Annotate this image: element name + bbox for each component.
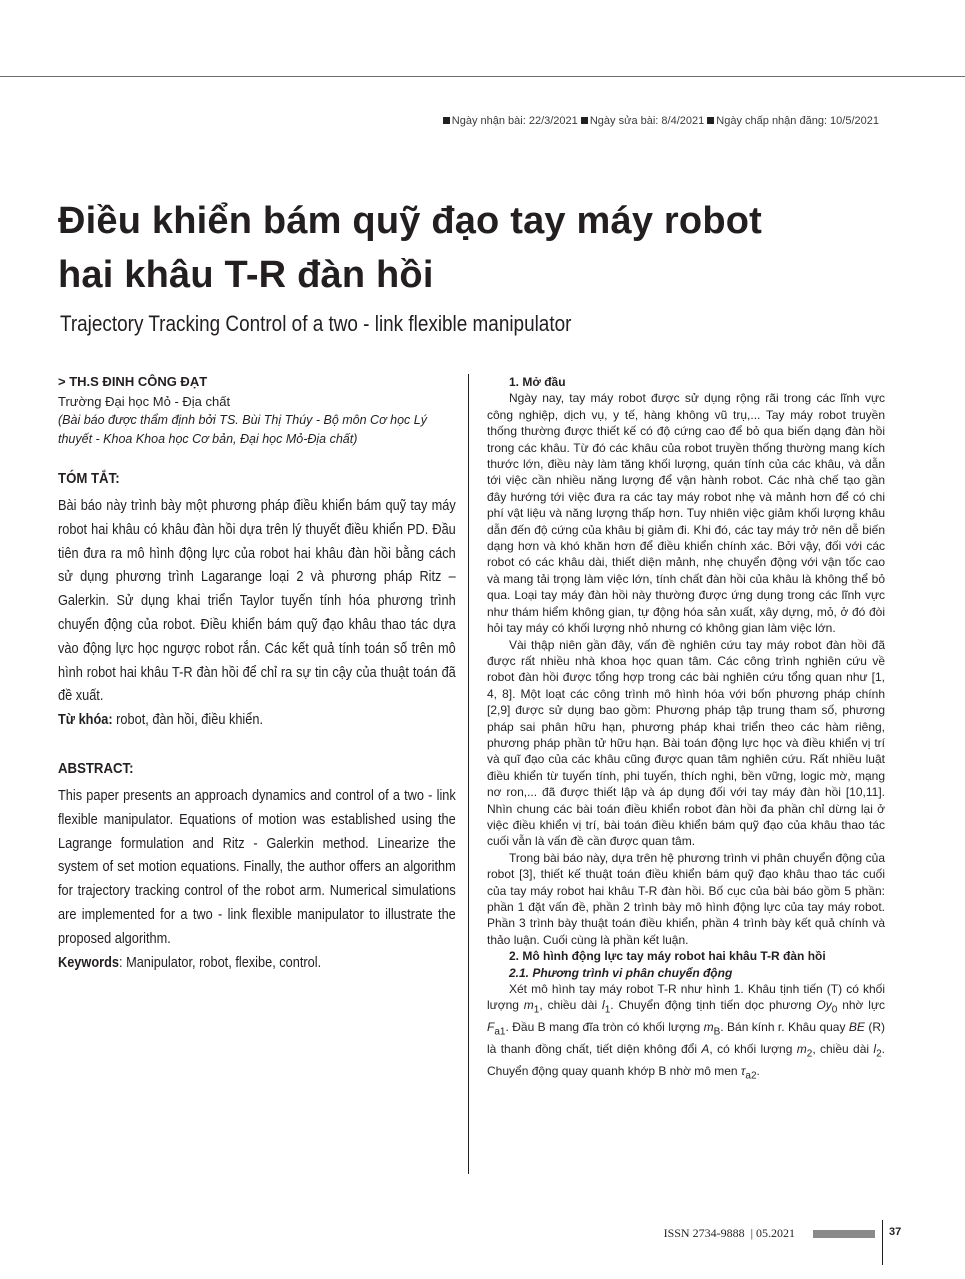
summary-heading: TÓM TẮT: bbox=[58, 470, 120, 487]
math-m2: m bbox=[796, 1042, 807, 1057]
math-a: A bbox=[701, 1042, 710, 1057]
math-m1-sub: 1 bbox=[533, 1004, 540, 1016]
p4-text: . Chuyển động quay quanh khớp B nhờ mô men bbox=[487, 1042, 885, 1078]
keywords-vi-label: Từ khóa: bbox=[58, 712, 113, 729]
section-1-heading: 1. Mở đầu bbox=[509, 375, 566, 389]
submission-dates bbox=[443, 115, 879, 127]
author-affiliation: Trường Đại học Mỏ - Địa chất bbox=[58, 394, 231, 409]
review-note: (Bài báo được thẩm định bởi TS. Bùi Thị Thúy - Bộ môn Cơ học Lý thuyết - Khoa Khoa học Cơ bản, Đại học Mỏ-Địa chất) bbox=[58, 413, 427, 446]
footer-divider bbox=[882, 1220, 883, 1265]
title-line-2: hai khâu T-R đàn hồi bbox=[58, 254, 434, 296]
author-name: > TH.S ĐINH CÔNG ĐẠT bbox=[58, 374, 208, 389]
p4-text: . Bán kính r. Khâu quay bbox=[720, 1020, 849, 1035]
abstract-text: This paper presents an approach dynamics and control of a two - link flexible manipulator. Equations of motion was established using the Lagrange formulation and Ritz - Galerkin method. Linearize the system of set motion equations. Finally, the author offers an algorithm for trajectory tracking control of the robot arm. Numerical simulations are implemented for a two - link flexible manipulator to illustrate the proposed algorithm. bbox=[58, 787, 456, 947]
bullet-square-icon bbox=[581, 117, 588, 124]
math-m2-sub: 2 bbox=[806, 1048, 813, 1060]
keywords-en bbox=[58, 952, 456, 976]
article-subtitle: Trajectory Tracking Control of a two - link flexible manipulator bbox=[60, 311, 572, 336]
right-column bbox=[487, 374, 885, 1085]
math-fa-sub: a1 bbox=[494, 1026, 506, 1038]
math-mb-sub: B bbox=[713, 1026, 721, 1038]
p4-text: Xét mô hình tay máy robot T-R như hình 1. Khâu tịnh tiến (T) có khối lượng bbox=[487, 982, 885, 1013]
abstract-heading: ABSTRACT: bbox=[58, 759, 134, 777]
page-footer bbox=[0, 1226, 965, 1246]
date-revised: Ngày sửa bài: 8/4/2021 bbox=[589, 115, 705, 127]
summary-text: Bài báo này trình bày một phương pháp điều khiển bám quỹ tay máy robot hai khâu có khâu đàn hồi dựa trên lý thuyết điều khiển PD. Đầu tiên đưa ra mô hình động lực của robot hai khâu đàn hồi bằng cách sử dụng phương trình Lagarange loại 2 và phương pháp Ritz – Galerkin. Sử dụng khai triển Taylor tuyến tính hóa phương trình chuyển động của robot. Điều khiển bám quỹ đạo khâu thao tác dựa vào động lực học ngược robot rắn. Các kết quả tính toán số trên mô hình robot hai khâu T-R đàn hồi để chỉ ra sự tin cậy của thuật toán đã đề xuất. bbox=[58, 498, 456, 705]
paragraph-4 bbox=[487, 981, 885, 1085]
p4-text: , chiều dài bbox=[539, 998, 603, 1013]
bullet-square-icon bbox=[707, 117, 714, 124]
p4-text: (R) là thanh đồng chất, tiết diện không đổi bbox=[487, 1020, 886, 1057]
math-mb: m bbox=[703, 1020, 714, 1035]
article-title bbox=[58, 194, 818, 302]
date-accepted: Ngày chấp nhận đăng: 10/5/2021 bbox=[716, 115, 879, 127]
math-l1-sub: 1 bbox=[604, 1004, 611, 1016]
summary-block bbox=[58, 469, 456, 975]
math-oy-sub: 0 bbox=[831, 1004, 838, 1016]
keywords-en-label: Keywords bbox=[58, 954, 119, 971]
title-line-1: Điều khiển bám quỹ đạo tay máy robot bbox=[58, 200, 763, 242]
section-2-1-heading: 2.1. Phương trình vi phân chuyển động bbox=[509, 965, 733, 980]
math-be: BE bbox=[848, 1020, 865, 1035]
page-number: 37 bbox=[889, 1226, 902, 1238]
math-m1: m bbox=[523, 998, 534, 1013]
paragraph-1: Ngày nay, tay máy robot được sử dụng rộng rãi trong các lĩnh vực công nghiệp, dịch vụ, y tế, hàng không vũ trụ,... Tay máy robot truyền thống thường được thiết kế có độ cứng cao để bỏ qua biến dạng đàn hồi trong các khâu. Từ đó các khâu của robot truyền thống thường mang kích thước lớn, điều này làm tăng khối lượng, quán tính của các khâu, và dẫn tới việc cần nhiều năng lượng để vận hành robot. Các nhà chế tạo gần đây hướng tới việc đưa ra các tay máy robot nhẹ và mảnh hơn để có chi phí vật liệu và năng lượng thấp hơn. Tuy nhiên việc giảm khối lượng khâu dẫn đến độ cứng của khâu bị giảm đi. Khi đó, các tay máy trở nên dễ biến dạng hơn và khó khăn hơn để điều khiển chính xác. Bởi vậy, đối với các robot có các khâu dài, thiết diện mảnh, nhẹ chuyển động với vận tốc cao và mang tải trọng làm việc lớn, tính chất đàn hồi của khâu là không thể bỏ qua. Loại tay máy đàn hồi này thường được ứng dụng trong các lĩnh vực như thám hiểm không gian, tự động hóa sản xuất, xây dựng, mỏ, ở đó đòi hỏi tay máy có khối lượng nhỏ nhưng có không gian làm việc lớn. bbox=[487, 391, 885, 636]
header-rule bbox=[0, 76, 965, 77]
column-divider bbox=[468, 374, 469, 1174]
left-column bbox=[58, 372, 456, 975]
paragraph-3: Trong bài báo này, dựa trên hệ phương trình vi phân chuyển động của robot [3], thiết kế thuật toán điều khiển bám quỹ đạo khâu thao tác cuối của tay máy robot hai khâu T-R đàn hồi. Bố cục của bài báo gồm 5 phần: phần 1 đặt vấn đề, phần 2 trình bày mô hình động lực của tay máy robot. Phần 3 trình bày thuật toán điều khiển, phần 4 trình bày kết quả chính và thảo luận. Cuối cùng là phần kết luận. bbox=[487, 850, 885, 947]
section-2-heading: 2. Mô hình động lực tay máy robot hai khâu T-R đàn hồi bbox=[509, 949, 826, 964]
paragraph-2: Vài thập niên gần đây, vấn đề nghiên cứu tay máy robot đàn hồi đã được rất nhiều nhà khoa học quan tâm. Các công trình nghiên cứu về robot đàn hồi được tổng hợp trong các bài nghiên cứu tổng quan như [1, 4, 8]. Một loạt các công trình mô hình hóa với bốn phương pháp chính [2,9] được sử dụng bao gồm: Phương pháp tập trung tham số, phương pháp sai phân hữu hạn, phương pháp khai triển theo các hàm riêng, phương pháp phần tử hữu hạn. Bài toán động lực học và điều khiển vị trí và quĩ đạo của các khâu cũng được quan tâm nghiên cứu. Rất nhiều luật điều khiển từ tuyến tính, phi tuyến, thích nghi, bền vững, logic mờ, mạng nơ ron,... đã được thiết lập và áp dụng đối với tay máy đàn hồi [10,11]. Nhìn chung các bài toán điều khiển robot đàn hồi đa phần chỉ dừng lại ở việc điều khiển vị trí, bài toán điều khiển bám quỹ đạo của khâu thao tác cuối vẫn là vấn đề cần được quan tâm. bbox=[487, 637, 885, 849]
math-tau: τ bbox=[740, 1063, 746, 1078]
keywords-vi bbox=[58, 709, 456, 733]
math-l2: l bbox=[873, 1042, 877, 1057]
math-fa: F bbox=[487, 1020, 495, 1035]
p4-text: . Đầu B mang đĩa tròn có khối lượng bbox=[505, 1020, 704, 1035]
keywords-en-text: : Manipulator, robot, flexibe, control. bbox=[118, 954, 322, 971]
date-received: Ngày nhận bài: 22/3/2021 bbox=[451, 115, 578, 127]
bullet-square-icon bbox=[443, 117, 450, 124]
footer-issn-issue: ISSN 2734-9888 | 05.2021 bbox=[663, 1226, 795, 1240]
math-l1: l bbox=[602, 998, 605, 1013]
footer-issn: ISSN 2734-9888 bbox=[663, 1226, 745, 1240]
p4-text: nhờ lực bbox=[837, 998, 885, 1013]
footer-issue: 05.2021 bbox=[756, 1226, 795, 1240]
footer-bar bbox=[813, 1230, 875, 1238]
math-tau-sub: a2 bbox=[745, 1070, 757, 1082]
p4-text: , có khối lượng bbox=[709, 1042, 797, 1057]
keywords-vi-text: robot, đàn hồi, điều khiển. bbox=[112, 712, 264, 729]
math-l2-sub: 2 bbox=[876, 1048, 882, 1060]
p4-text: , chiều dài bbox=[812, 1042, 874, 1057]
math-oy: Oy bbox=[816, 998, 832, 1013]
p4-text: . bbox=[756, 1063, 760, 1078]
p4-text: . Chuyển động tịnh tiến dọc phương bbox=[610, 998, 817, 1013]
